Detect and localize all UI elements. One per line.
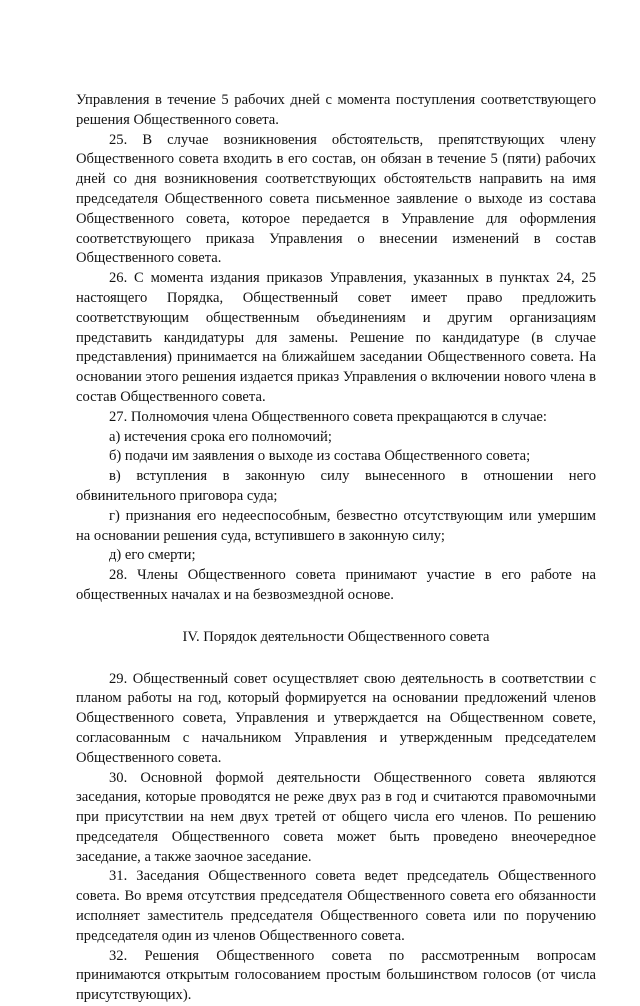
paragraph: 27. Полномочия члена Общественного совета прекращаются в случае:	[109, 408, 547, 425]
paragraph: Управления в течение 5 рабочих дней с момента поступления соответствующего решения Общественного совета.	[76, 92, 596, 128]
section-heading: IV. Порядок деятельности Общественного совета	[182, 628, 490, 645]
document-page	[76, 91, 596, 1006]
paragraph: 32. Решения Общественного совета по рассмотренным вопросам принимаются открытым голосованием простым большинством голосов (от числа присутствующих).	[76, 947, 596, 1004]
paragraphs-top	[76, 91, 596, 606]
paragraphs-bottom	[76, 670, 596, 1006]
paragraph: б) подачи им заявления о выходе из состава Общественного совета;	[109, 448, 531, 465]
paragraph: д) его смерти;	[109, 547, 196, 564]
paragraph: 31. Заседания Общественного совета ведет председатель Общественного совета. Во время отсутствия председателя Общественного совета его обязанности исполняет заместитель председателя Общественного совета или по поручению председателя один из членов Общественного совета.	[76, 868, 596, 944]
paragraph: 28. Члены Общественного совета принимают участие в его работе на общественных началах и на безвозмездной основе.	[76, 567, 596, 603]
paragraph: 29. Общественный совет осуществляет свою деятельность в соответствии с планом работы на год, который формируется на основании предложений членов Общественного совета, Управления и утверждается на Общественном совете, согласованным с начальником Управления и утвержденным председателем Общественного совета.	[76, 670, 596, 766]
paragraph: а) истечения срока его полномочий;	[109, 428, 332, 445]
paragraph: г) признания его недееспособным, безвестно отсутствующим или умершим на основании решения суда, вступившего в законную силу;	[76, 507, 596, 544]
paragraph: 25. В случае возникновения обстоятельств, препятствующих члену Общественного совета входить в его состав, он обязан в течение 5 (пяти) рабочих дней со дня возникновения соответствующих обстоятельств направить на имя председателя Общественного совета письменное заявление о выходе из состава Общественного совета, которое передается в Управление для оформления соответствующего приказа Управления о внесении изменений в состав Общественного совета.	[76, 131, 596, 267]
paragraph: 30. Основной формой деятельности Общественного совета являются заседания, которые проводятся не реже двух раз в год и считаются правомочными при присутствии на нем двух третей от общего числа его членов. По решению председателя Общественного совета может быть проведено внеочередное заседание, а также заочное заседание.	[76, 769, 596, 865]
paragraph: в) вступления в законную силу вынесенного в отношении него обвинительного приговора суда;	[76, 468, 596, 504]
paragraph: 26. С момента издания приказов Управления, указанных в пунктах 24, 25 настоящего Порядка, Общественный совет имеет право предложить соответствующим общественным объединениям и другим организациям представить кандидатуры для замены. Решение по кандидатуре (в случае представления) принимается на ближайшем заседании Общественного совета. На основании этого решения издается приказ Управления о включении нового члена в состав Общественного совета.	[76, 270, 596, 405]
